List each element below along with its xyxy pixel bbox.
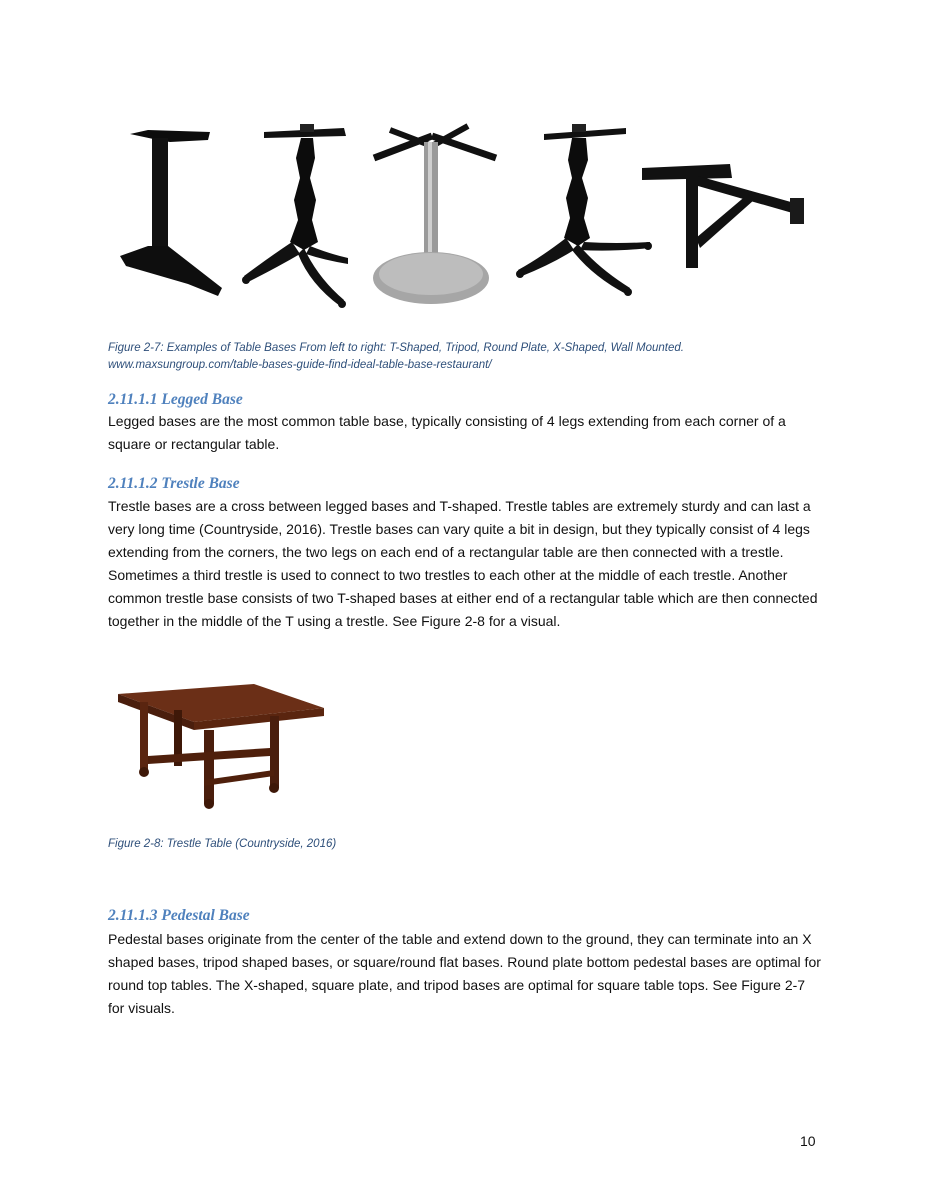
figure-2-7-images <box>108 118 818 318</box>
t-shaped-base-image <box>120 130 222 296</box>
wall-mounted-base-image <box>642 164 804 268</box>
heading-trestle-base: 2.11.1.2 Trestle Base <box>108 475 240 492</box>
paragraph-legged-base: Legged bases are the most common table base, typically consisting of 4 legs extending from each corner of a square or rectangular table. <box>108 413 786 452</box>
paragraph-pedestal-base: Pedestal bases originate from the center of the table and extend down to the ground, they can terminate into an X shaped bases, tripod shaped bases, or square/round flat bases. Round plate bottom pedestal bases are optimal for round top tables. The X-shaped, square plate, and tripod bases are optimal for square table tops. See Figure 2-7 for visuals. <box>108 931 821 1016</box>
figure-2-8-image <box>114 680 326 810</box>
tripod-base-image <box>242 124 348 308</box>
x-shaped-base-image <box>516 124 652 296</box>
heading-legged-base: 2.11.1.1 Legged Base <box>108 391 243 408</box>
round-plate-base-image <box>373 126 496 304</box>
heading-pedestal-base: 2.11.1.3 Pedestal Base <box>108 907 250 924</box>
paragraph-trestle-base: Trestle bases are a cross between legged bases and T-shaped. Trestle tables are extremely sturdy and can last a very long time (Countryside, 2016). Trestle bases can vary quite a bit in design, but they typically consist of 4 legs extending from the corners, the two legs on each end of a rectangular table are then connected with a trestle. Sometimes a third trestle is used to connect to two trestles to each other at the middle of each trestle. Another common trestle base consists of two T-shaped bases at either end of a rectangular table which are then connected together in the middle of the T using a trestle. See Figure 2-8 for a visual. <box>108 498 818 629</box>
figure-2-8-caption: Figure 2-8: Trestle Table (Countryside, 2016) <box>108 838 337 850</box>
figure-2-7-caption: Figure 2-7: Examples of Table Bases From left to right: T-Shaped, Tripod, Round Plate, X-Shaped, Wall Mounted. <box>108 342 684 354</box>
trestle-table-image <box>114 680 326 810</box>
figure-2-7-source-link: www.maxsungroup.com/table-bases-guide-find-ideal-table-base-restaurant/ <box>108 359 492 371</box>
page-number: 10 <box>800 1133 816 1149</box>
